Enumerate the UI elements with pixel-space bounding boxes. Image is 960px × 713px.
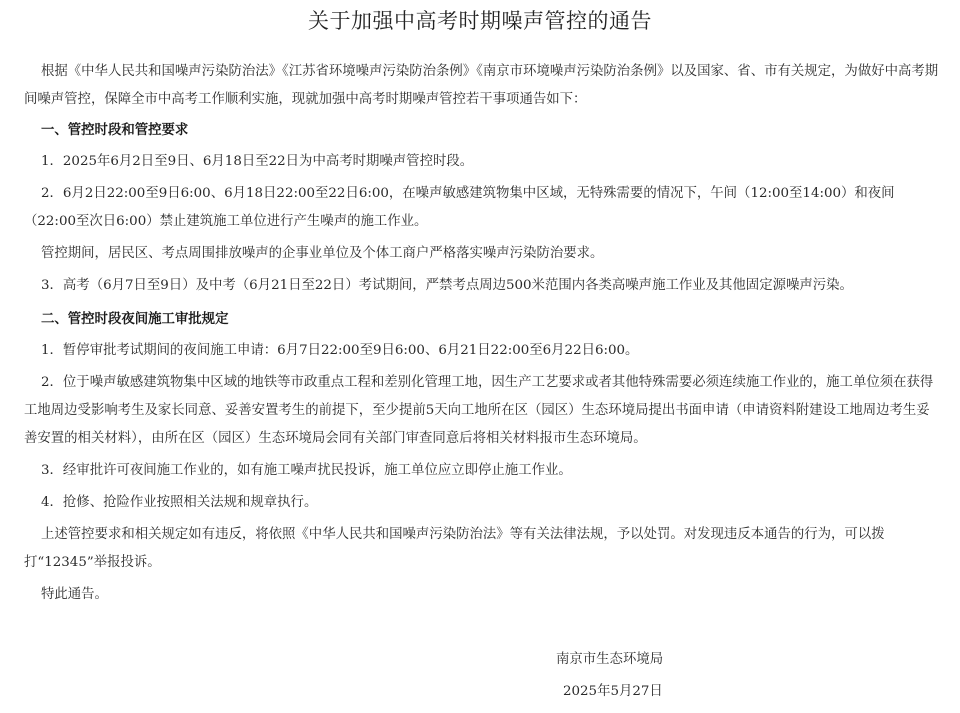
section-2-item-4: 4．抢修、抢险作业按照相关法规和规章执行。	[41, 495, 318, 510]
issuer-name: 南京市生态环境局	[556, 652, 664, 667]
section-2-item-3: 3．经审批许可夜间施工作业的，如有施工噪声扰民投诉，施工单位应立即停止施工作业。	[41, 463, 572, 478]
section-2-heading: 二、管控时段夜间施工审批规定	[41, 311, 229, 327]
section-2-item-2: 2．位于噪声敏感建筑物集中区域的地铁等市政重点工程和差别化管理工地，因生产工艺要求或者其他特殊需要必须连续施工作业的，施工单位须在获得工地周边受影响考生及家长同意、妥善安置考生的前提下，至少提前5天向工地所在区（园区）生态环境局提出书面申请（申请资料附建设工地周边考生妥善安置的相关材料），由所在区（园区）生态环境局会同有关部门审查同意后将相关材料报市生态环境局。	[24, 375, 934, 446]
section-1-item-2: 2．6月2日22:00至9日6:00、6月18日22:00至22日6:00，在噪声敏感建筑物集中区域，无特殊需要的情况下，午间（12:00至14:00）和夜间（22:00至次日6:00）禁止建筑施工单位进行产生噪声的施工作业。	[24, 186, 895, 229]
penalty-paragraph: 上述管控要求和相关规定如有违反，将依照《中华人民共和国噪声污染防治法》等有关法律法规，予以处罚。对发现违反本通告的行为，可以拨打“12345”举报投诉。	[24, 527, 885, 570]
section-1-item-3: 3．高考（6月7日至9日）及中考（6月21日至22日）考试期间，严禁考点周边500米范围内各类高噪声施工作业及其他固定源噪声污染。	[41, 278, 853, 293]
section-2-item-1: 1．暂停审批考试期间的夜间施工申请：6月7日22:00至9日6:00、6月21日22:00至6月22日6:00。	[41, 343, 639, 358]
section-1-item-1: 1．2025年6月2日至9日、6月18日至22日为中高考时期噪声管控时段。	[41, 154, 474, 169]
issue-date: 2025年5月27日	[563, 684, 663, 699]
section-1-note: 管控期间，居民区、考点周围排放噪声的企事业单位及个体工商户严格落实噪声污染防治要求。	[41, 246, 604, 261]
intro-paragraph: 根据《中华人民共和国噪声污染防治法》《江苏省环境噪声污染防治条例》《南京市环境噪声污染防治条例》以及国家、省、市有关规定，为做好中高考期间噪声管控，保障全市中高考工作顺利实施，现就加强中高考时期噪声管控若干事项通告如下：	[24, 64, 939, 107]
closing-line: 特此通告。	[41, 587, 108, 602]
section-1-heading: 一、管控时段和管控要求	[41, 122, 189, 138]
document-title: 关于加强中高考时期噪声管控的通告	[308, 9, 652, 33]
